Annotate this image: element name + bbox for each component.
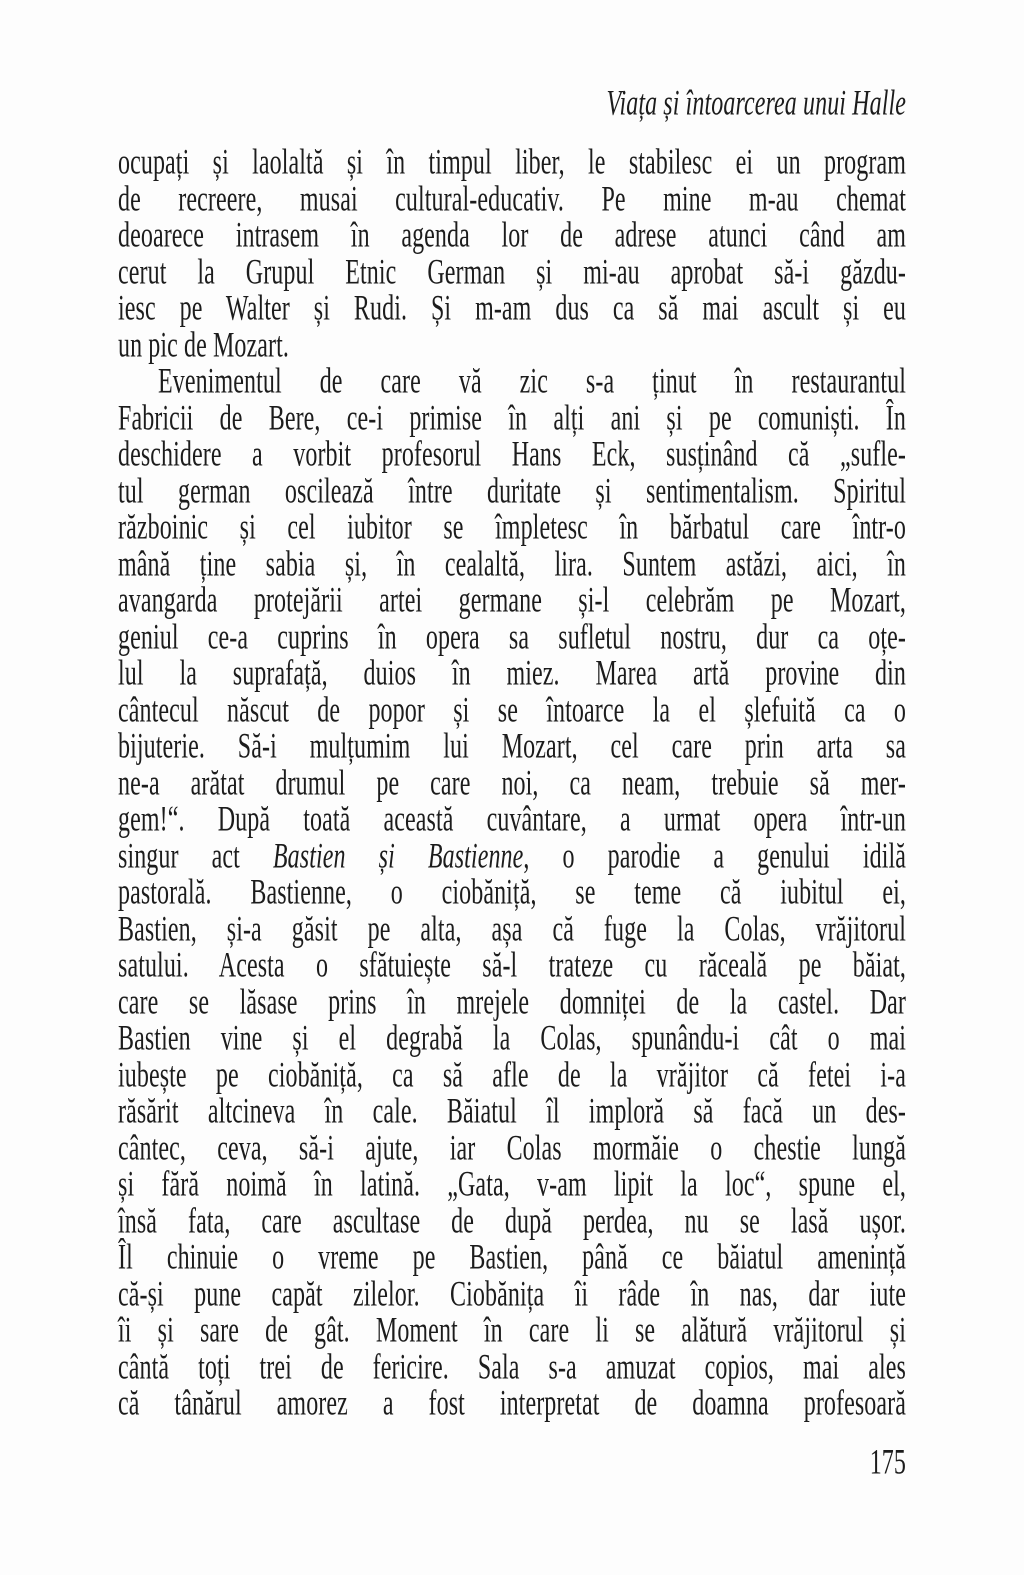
- text-segment: pastorală. Bastienne, o ciobăniță, se teme că iubitul ei,: [118, 873, 906, 913]
- text-segment: cerut la Grupul Etnic German și mi-au aprobat să-i găzdu-: [118, 252, 906, 292]
- text-segment: cântă toți trei de fericire. Sala s-a amuzat copios, mai ales: [118, 1347, 906, 1387]
- text-segment: Bastien, și-a găsit pe alta, așa că fuge la Colas, vrăjitorul: [118, 909, 906, 949]
- text-segment: cântec, ceva, să-i ajute, iar Colas mormăie o chestie lungă: [118, 1128, 906, 1168]
- body-text: [118, 145, 906, 1423]
- text-segment: cântecul născut de popor și se întoarce la el șlefuită ca o: [118, 690, 906, 730]
- text-segment: însă fata, care ascultase de după perdea, nu se lasă ușor.: [118, 1201, 906, 1241]
- text-segment: războinic și cel iubitor se împletesc în bărbatul care într-o: [118, 508, 906, 548]
- text-segment: răsărit altcineva în cale. Băiatul îl imploră să facă un des-: [118, 1092, 906, 1132]
- text-segment: ocupați și laolaltă și în timpul liber, le stabilesc ei un program: [118, 143, 906, 183]
- text-segment: , o parodie a genului idilă: [523, 836, 906, 876]
- text-segment: mână ține sabia și, în cealaltă, lira. Suntem astăzi, aici, în: [118, 544, 906, 584]
- text-segment: că-și pune capăt zilelor. Ciobănița îi râde în nas, dar iute: [118, 1274, 906, 1314]
- text-segment: bijuterie. Să-i mulțumim lui Mozart, cel care prin arta sa: [118, 727, 906, 767]
- text-segment: tul german oscilează între duritate și sentimentalism. Spiritul: [118, 471, 906, 511]
- text-segment: iubește pe ciobăniță, ca să afle de la vrăjitor că fetei i-a: [118, 1055, 906, 1095]
- text-segment: Bastien vine și el degrabă la Colas, spunându-i cât o mai: [118, 1019, 906, 1059]
- text-segment: Îl chinuie o vreme pe Bastien, până ce băiatul amenință: [118, 1238, 906, 1278]
- text-segment: lul la suprafață, duios în miez. Marea artă provine din: [118, 654, 906, 694]
- text-segment: deschidere a vorbit profesorul Hans Eck, susținând că „sufle-: [118, 435, 906, 475]
- text-segment: avangarda protejării artei germane și-l celebrăm pe Mozart,: [118, 581, 906, 621]
- text-line: [118, 1377, 906, 1432]
- text-segment: ne-a arătat drumul pe care noi, ca neam, trebuie să mer-: [118, 763, 906, 803]
- text-segment: geniul ce-a cuprins în opera sa sufletul nostru, dur ca oțe-: [118, 617, 906, 657]
- text-segment: Fabricii de Bere, ce-i primise în alți ani și pe comuniști. În: [118, 398, 906, 438]
- text-segment: deoarece intrasem în agenda lor de adrese atunci când am: [118, 216, 906, 256]
- text-segment: singur act: [118, 836, 273, 876]
- text-segment: Evenimentul de care vă zic s-a ținut în restaurantul: [158, 362, 906, 402]
- text-segment: și fără noimă în latină. „Gata, v-am lipit la loc“, spune el,: [118, 1165, 906, 1205]
- text-segment: de recreere, musai cultural-educativ. Pe mine m-au chemat: [118, 179, 906, 219]
- page-number: 175: [869, 1443, 906, 1483]
- text-segment: iesc pe Walter și Rudi. Și m-am dus ca să mai ascult și eu: [118, 289, 906, 329]
- running-header: [118, 77, 906, 132]
- text-segment: că tânărul amorez a fost interpretat de doamna profesoară: [118, 1384, 906, 1424]
- italic-text-segment: Bastien și Bastienne: [272, 836, 524, 876]
- running-header-text: Viața și întoarcerea unui Halle: [606, 84, 906, 124]
- text-segment: satului. Acesta o sfătuiește să-l trateze cu răceală pe băiat,: [118, 946, 906, 986]
- text-segment: care se lăsase prins în mrejele domniței de la castel. Dar: [118, 982, 906, 1022]
- text-segment: îi și sare de gât. Moment în care li se alătură vrăjitorul și: [118, 1311, 906, 1351]
- text-segment: un pic de Mozart.: [118, 325, 289, 365]
- text-segment: gem!“. După toată această cuvântare, a urmat opera într-un: [118, 800, 906, 840]
